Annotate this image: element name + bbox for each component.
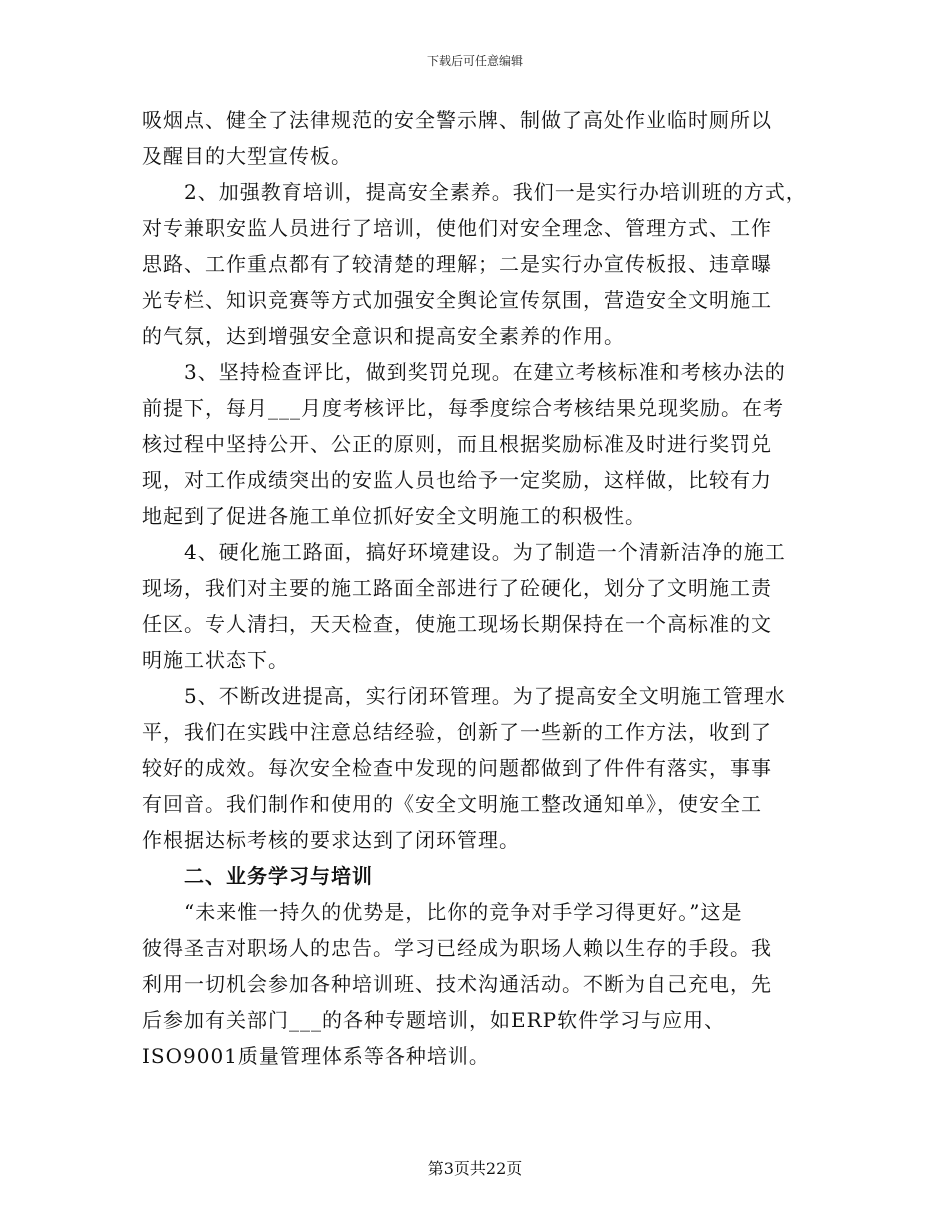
page-footer: 第3页共22页 [427, 1159, 523, 1178]
paragraph-line: 思路、工作重点都有了较清楚的理解；二是实行办宣传板报、违章曝 [142, 252, 772, 276]
paragraph-line: 明施工状态下。 [142, 648, 289, 672]
paragraph-line: 4、硬化施工路面，搞好环境建设。为了制造一个清新洁净的施工 [184, 540, 786, 564]
paragraph-line: 3、坚持检查评比，做到奖罚兑现。在建立考核标准和考核办法的 [184, 360, 786, 384]
paragraph-line: 任区。专人清扫，天天检查，使施工现场长期保持在一个高标准的文 [142, 612, 772, 636]
paragraph-line: 彼得圣吉对职场人的忠告。学习已经成为职场人赖以生存的手段。我 [142, 936, 772, 960]
page-header: 下载后可任意编辑 [426, 54, 523, 68]
paragraph-line: 的气氛，达到增强安全意识和提高安全素养的作用。 [142, 324, 625, 348]
section-heading: 二、业务学习与培训 [184, 864, 373, 888]
paragraph-line: 作根据达标考核的要求达到了闭环管理。 [142, 828, 520, 852]
paragraph-line: ISO9001质量管理体系等各种培训。 [142, 1044, 490, 1068]
paragraph-line: 核过程中坚持公开、公正的原则，而且根据奖励标准及时进行奖罚兑 [142, 432, 772, 456]
paragraph-line: 平，我们在实践中注意总结经验，创新了一些新的工作方法，收到了 [142, 720, 772, 744]
paragraph-line: 对专兼职安监人员进行了培训，使他们对安全理念、管理方式、工作 [142, 216, 772, 240]
paragraph-line: 及醒目的大型宣传板。 [142, 144, 352, 168]
paragraph-line: 吸烟点、健全了法律规范的安全警示牌、制做了高处作业临时厕所以 [142, 108, 772, 132]
paragraph-line: 地起到了促进各施工单位抓好安全文明施工的积极性。 [142, 504, 646, 528]
paragraph-line: 利用一切机会参加各种培训班、技术沟通活动。不断为自己充电，先 [142, 972, 772, 996]
paragraph-line: 光专栏、知识竞赛等方式加强安全舆论宣传氛围，营造安全文明施工 [142, 288, 772, 312]
paragraph-line: “未来惟一持久的优势是，比你的竞争对手学习得更好。”这是 [184, 900, 743, 924]
paragraph-line: 较好的成效。每次安全检查中发现的问题都做到了件件有落实，事事 [142, 756, 772, 780]
paragraph-line: 后参加有关部门___的各种专题培训，如ERP软件学习与应用、 [142, 1008, 726, 1032]
paragraph-line: 现，对工作成绩突出的安监人员也给予一定奖励，这样做，比较有力 [142, 468, 772, 492]
paragraph-line: 现场，我们对主要的施工路面全部进行了砼硬化，划分了文明施工责 [142, 576, 772, 600]
document-body [142, 102, 832, 1074]
paragraph-line: 有回音。我们制作和使用的《安全文明施工整改通知单》，使安全工 [142, 792, 762, 816]
paragraph-line: 5、不断改进提高，实行闭环管理。为了提高安全文明施工管理水 [184, 684, 786, 708]
paragraph-line: 2、加强教育培训，提高安全素养。我们一是实行办培训班的方式， [184, 180, 807, 204]
paragraph-line: 前提下，每月___月度考核评比，每季度综合考核结果兑现奖励。在考 [142, 396, 784, 420]
